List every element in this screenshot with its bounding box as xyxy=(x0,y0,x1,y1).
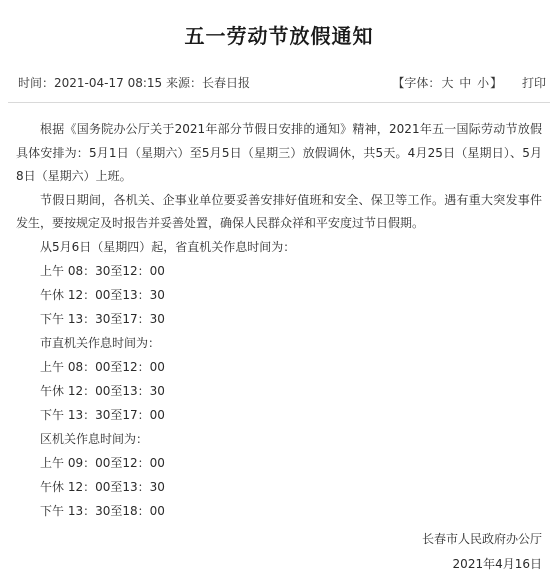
issuing-organization: 长春市人民政府办公厅 xyxy=(421,532,542,546)
font-size-small-button[interactable]: 小 xyxy=(477,76,490,90)
city-schedule-heading: 市直机关作息时间为： xyxy=(40,336,161,350)
font-size-large-button[interactable]: 大 xyxy=(441,76,454,90)
source-name: 长春日报 xyxy=(202,76,251,90)
provincial-schedule-noon: 午休 12：00至13：30 xyxy=(40,288,165,302)
district-schedule-afternoon: 下午 13：30至18：00 xyxy=(40,504,165,518)
time-label: 时间： xyxy=(18,76,55,90)
publish-time: 2021-04-17 08:15 xyxy=(54,76,163,90)
publish-info xyxy=(18,74,250,91)
print-button[interactable]: 打印 xyxy=(521,76,546,90)
font-size-medium-button[interactable]: 中 xyxy=(459,76,472,90)
district-schedule-heading: 区机关作息时间为： xyxy=(40,432,149,446)
district-schedule-morning: 上午 09：00至12：00 xyxy=(40,456,165,470)
schedule-intro: 从5月6日（星期四）起，省直机关作息时间为： xyxy=(40,239,296,254)
district-schedule-noon: 午休 12：00至13：30 xyxy=(40,480,165,494)
font-size-open-bracket: 【字体： xyxy=(392,76,441,90)
issue-date: 2021年4月16日 xyxy=(452,557,542,571)
article-meta-bar xyxy=(8,66,550,103)
article-tools xyxy=(392,74,546,91)
provincial-schedule-afternoon: 下午 13：30至17：30 xyxy=(40,312,165,326)
city-schedule-noon: 午休 12：00至13：30 xyxy=(40,384,165,398)
city-schedule-morning: 上午 08：00至12：00 xyxy=(40,360,165,374)
article-body xyxy=(16,118,542,523)
font-size-close-bracket: 】 xyxy=(490,76,503,90)
paragraph-holiday-arrangement: 根据《国务院办公厅关于2021年部分节假日安排的通知》精神，2021年五一国际劳动节放假具体安排为：5月1日（星期六）至5月5日（星期三）放假调休，共5天。4月25日（星期日）、5月8日（星期六）上班。 xyxy=(16,122,542,183)
city-schedule-afternoon: 下午 13：30至17：00 xyxy=(40,408,165,422)
page-title: 五一劳动节放假通知 xyxy=(184,24,374,48)
provincial-schedule-morning: 上午 08：30至12：00 xyxy=(40,264,165,278)
paragraph-duty-requirements: 节假日期间，各机关、企事业单位要妥善安排好值班和安全、保卫等工作。遇有重大突发事件发生，要按规定及时报告并妥善处置，确保人民群众祥和平安度过节日假期。 xyxy=(16,192,542,230)
source-label: 来源： xyxy=(165,76,202,90)
